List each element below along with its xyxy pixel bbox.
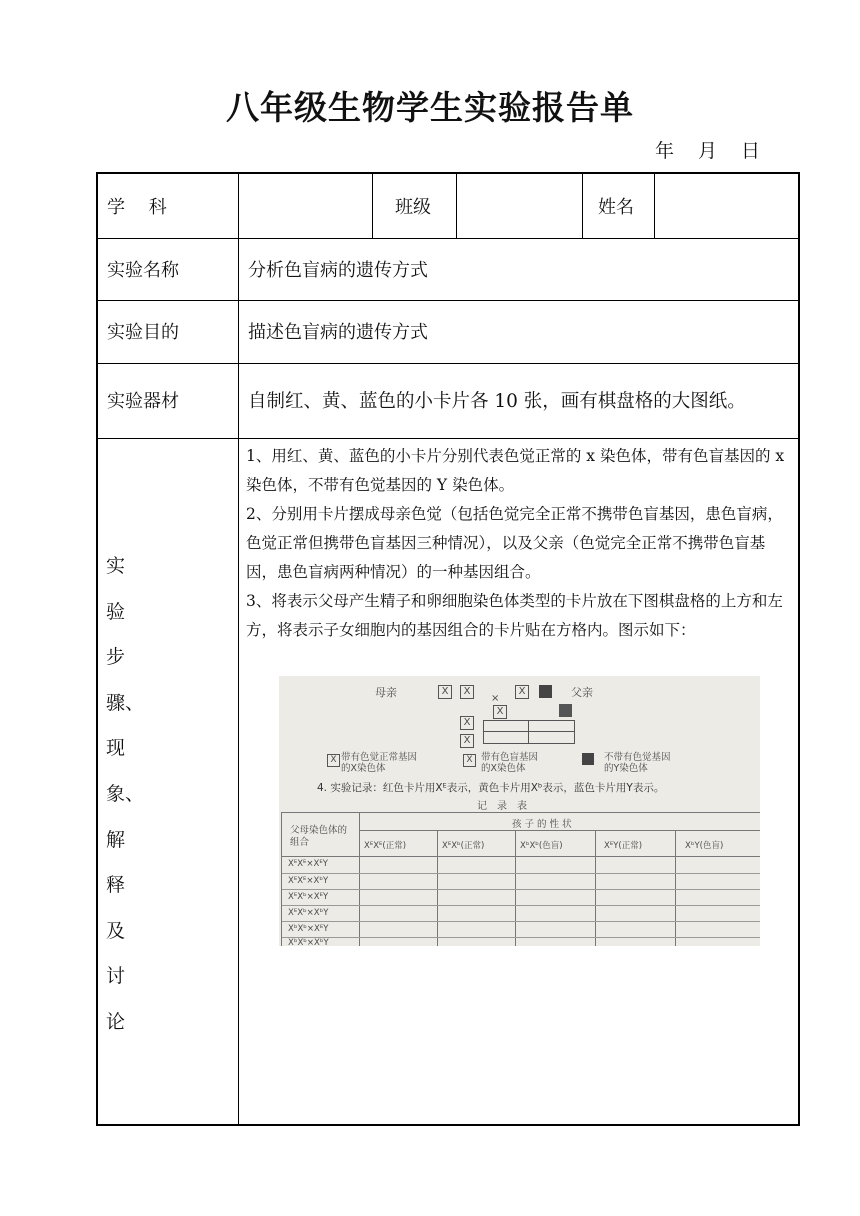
fig-col-2: XᴱXᵇ(正常)	[442, 841, 485, 851]
date-line	[655, 136, 760, 163]
fig-legend-3: 不带有色觉基因 的Y染色体	[604, 752, 671, 774]
subject-label: 学 科	[107, 197, 167, 218]
date-month: 月	[698, 140, 718, 162]
steps-label: 实 验 步 骤、 现 象、 解 释 及 讨 论	[106, 555, 145, 1033]
materials-value: 自制红、黄、蓝色的小卡片各 10 张，画有棋盘格的大图纸。	[248, 391, 746, 412]
fig-row-1: XᴱXᴱ×XᴱY	[288, 859, 328, 869]
figure-photo	[279, 676, 760, 946]
materials-label: 实验器材	[107, 391, 179, 412]
fig-card-y-father	[539, 685, 552, 698]
fig-cross: ×	[491, 693, 500, 704]
fig-card-x6: X	[460, 734, 474, 748]
fig-card-y2	[559, 704, 572, 717]
experiment-name-value: 分析色盲病的遗传方式	[248, 260, 428, 281]
fig-legend-card-2: X	[463, 754, 476, 767]
fig-row-2: XᴱXᴱ×XᵇY	[288, 876, 329, 886]
steps-text	[246, 442, 794, 645]
fig-card-x4: X	[493, 705, 507, 719]
fig-table-row-header: 父母染色体的组合	[290, 825, 348, 848]
report-table	[96, 172, 800, 1126]
fig-row-3: XᴱXᵇ×XᴱY	[288, 892, 329, 902]
fig-table-title: 记 录 表	[477, 801, 527, 812]
fig-col-4: XᴱY(正常)	[604, 841, 643, 851]
fig-card-x2: X	[460, 685, 474, 699]
step-2: 2、分别用卡片摆成母亲色觉（包括色觉完全正常不携带色盲基因，患色盲病，色觉正常但携带色盲基因三种情况），以及父亲（色觉完全正常不携带色盲基因，患色盲病两种情况）的一种基因组合。	[246, 505, 783, 581]
fig-col-3: XᵇXᵇ(色盲)	[520, 841, 563, 851]
fig-legend-1: 带有色觉正常基因 的X染色体	[341, 752, 418, 774]
step-1: 1、用红、黄、蓝色的小卡片分别代表色觉正常的 x 染色体，带有色盲基因的 x 染色体，不带有色觉基因的 Y 染色体。	[246, 447, 785, 494]
fig-row-6: XᵇXᵇ×XᵇY	[288, 938, 329, 946]
fig-record-note: 4. 实验记录：红色卡片用Xᴱ表示，黄色卡片用Xᵇ表示，蓝色卡片用Y表示。	[317, 782, 665, 794]
fig-father-label: 父亲	[571, 686, 593, 699]
fig-card-x3: X	[515, 685, 529, 699]
date-year: 年	[655, 140, 675, 162]
fig-row-4: XᴱXᵇ×XᵇY	[288, 908, 329, 918]
fig-col-5: XᵇY(色盲)	[685, 841, 724, 851]
purpose-label: 实验目的	[107, 322, 179, 343]
fig-record-table	[281, 812, 760, 946]
fig-legend-card-3	[582, 753, 594, 765]
purpose-value: 描述色盲病的遗传方式	[248, 322, 428, 343]
page-title: 八年级生物学生实验报告单	[226, 88, 634, 127]
fig-table-group-header: 孩 子 的 性 状	[512, 819, 572, 830]
experiment-name-label: 实验名称	[107, 260, 179, 281]
name-label: 姓名	[598, 197, 634, 218]
fig-mother-label: 母亲	[375, 686, 397, 699]
class-value[interactable]	[458, 174, 582, 238]
fig-punnett-grid	[483, 720, 575, 744]
subject-value[interactable]	[240, 174, 372, 238]
fig-card-x5: X	[460, 716, 474, 730]
fig-legend-2: 带有色盲基因 的X染色体	[481, 752, 539, 774]
fig-legend-card-1: X	[327, 754, 340, 767]
name-value[interactable]	[656, 174, 800, 238]
class-label: 班级	[395, 197, 431, 218]
fig-card-x1: X	[438, 685, 452, 699]
fig-row-5: XᵇXᵇ×XᴱY	[288, 924, 329, 934]
step-3: 3、将表示父母产生精子和卵细胞染色体类型的卡片放在下图棋盘格的上方和左方，将表示子女细胞内的基因组合的卡片贴在方格内。图示如下：	[246, 592, 783, 639]
fig-col-1: XᴱXᴱ(正常)	[364, 841, 407, 851]
date-day: 日	[741, 140, 761, 162]
